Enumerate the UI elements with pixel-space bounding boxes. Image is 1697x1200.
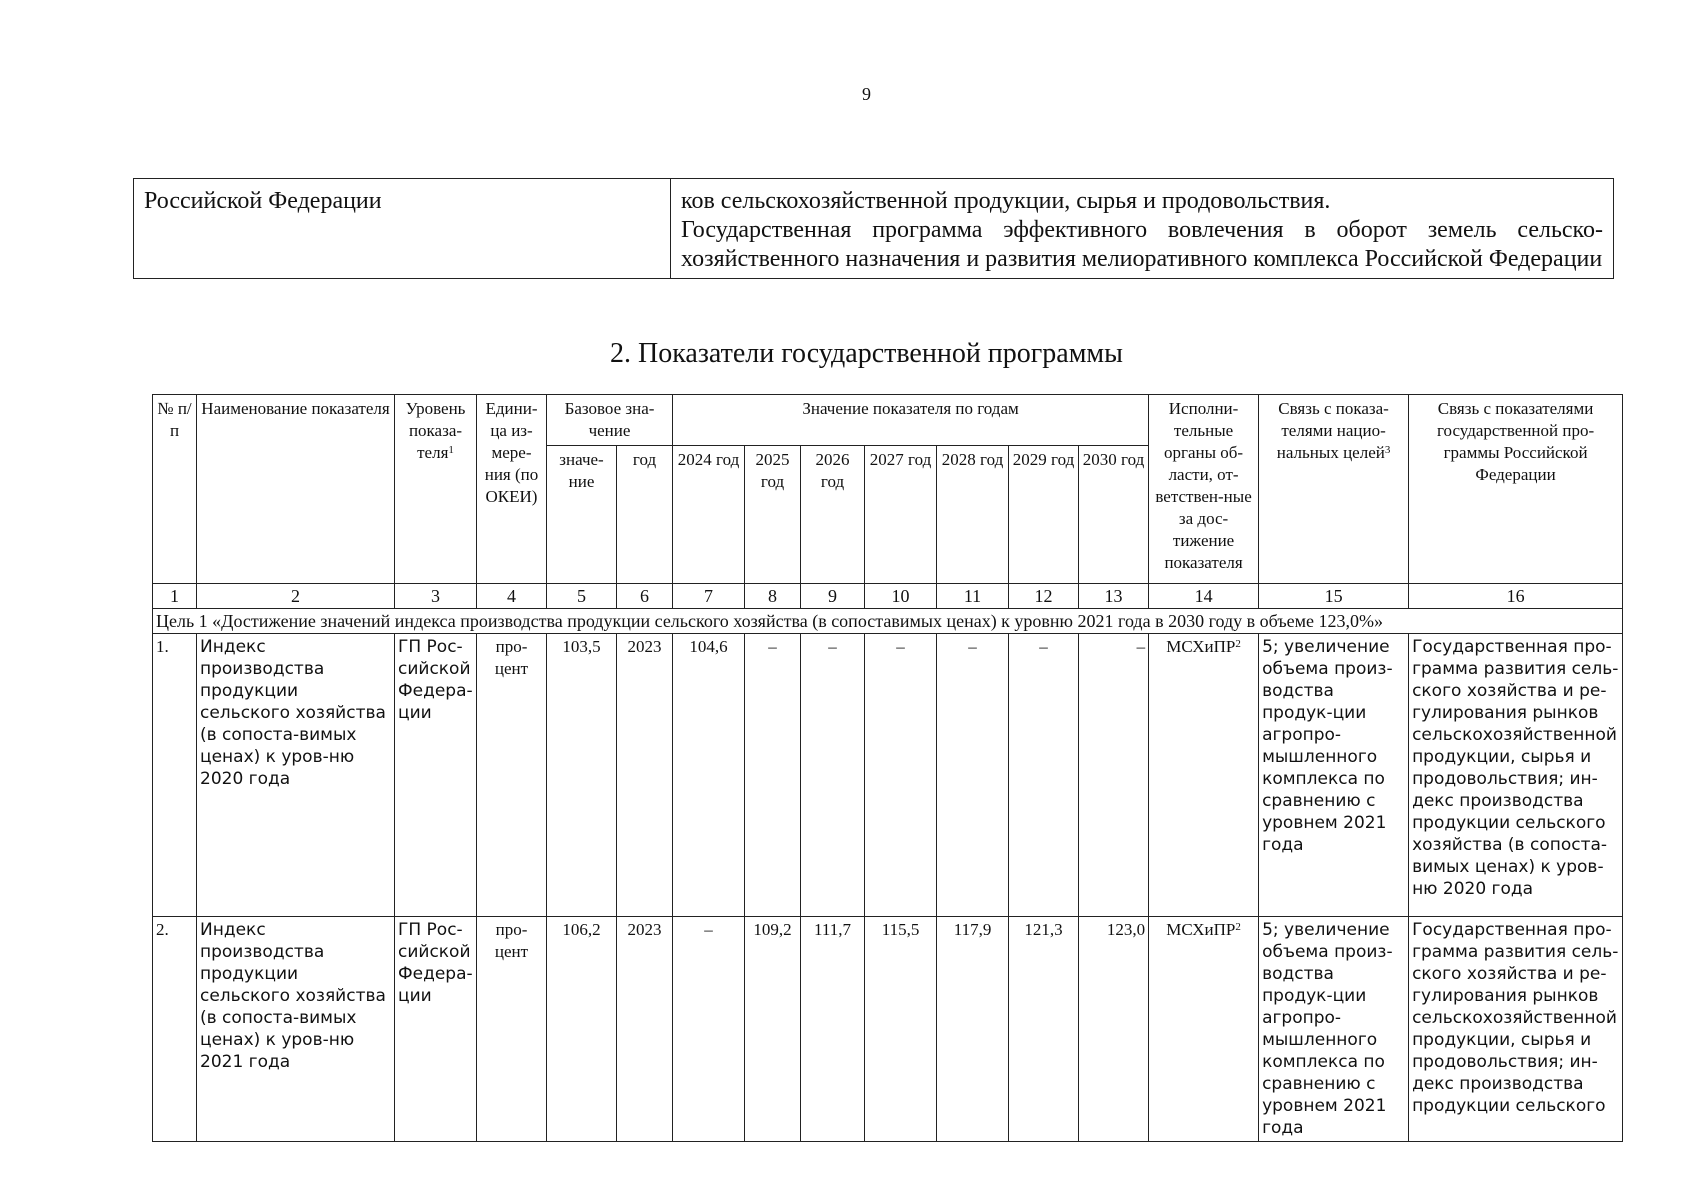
column-number: 11	[937, 584, 1009, 609]
row-exec-footnote: 2	[1235, 921, 1241, 933]
column-number: 3	[395, 584, 477, 609]
row-value-2028: –	[937, 634, 1009, 917]
row-federal-link: Государственная про-грамма развития сель-ского хозяйства и ре-гулирования рынков сельскохозяйственной продукции, сырья и продовольствия; ин-декс производства продукции сельского хозяйства (в сопоста-вимых ценах) к уров-ню 2020 года	[1409, 634, 1623, 917]
row-no: 1.	[153, 634, 197, 917]
row-level: ГП Рос-сийской Федера-ции	[395, 634, 477, 917]
column-number: 7	[673, 584, 745, 609]
row-base-year: 2023	[617, 634, 673, 917]
indicators-table	[152, 394, 1623, 1142]
row-national-link: 5; увеличение объема произ-водства продук-ции агропро-мышленного комплекса по сравнению с уровнем 2021 года	[1259, 917, 1409, 1142]
goal-row	[153, 609, 1623, 634]
goal-text: Цель 1 «Достижение значений индекса производства продукции сельского хозяйства (в сопоставимых ценах) к уровню 2021 года в 2030 году в объеме 123,0%»	[153, 609, 1623, 634]
page-number: 9	[862, 84, 871, 104]
row-value-2024: 104,6	[673, 634, 745, 917]
row-value-2025: 109,2	[745, 917, 801, 1142]
row-value-2030: 123,0	[1079, 917, 1149, 1142]
row-value-2030: –	[1079, 634, 1149, 917]
column-number: 9	[801, 584, 865, 609]
header-unit: Едини-ца из-мере-ния (по ОКЕИ)	[477, 395, 547, 584]
row-exec-label: МСХиПР	[1166, 637, 1236, 656]
row-value-2027: –	[865, 634, 937, 917]
table-row	[153, 917, 1623, 1142]
column-number: 5	[547, 584, 617, 609]
row-exec-label: МСХиПР	[1166, 920, 1236, 939]
continuation-right-cell	[671, 179, 1614, 279]
continuation-line: Государственная программа эффективного вовлечения в оборот земель сельско-хозяйственного назначения и развития мелиоративного комплекса Российской Федерации	[681, 217, 1603, 272]
header-national	[1259, 395, 1409, 584]
row-value-2026: –	[801, 634, 865, 917]
row-value-2029: –	[1009, 634, 1079, 917]
continuation-line: ков сельскохозяйственной продукции, сырья и продовольствия.	[681, 188, 1331, 214]
column-number: 10	[865, 584, 937, 609]
column-number: 1	[153, 584, 197, 609]
column-number: 14	[1149, 584, 1259, 609]
row-base-year: 2023	[617, 917, 673, 1142]
table-row	[153, 634, 1623, 917]
row-national-link: 5; увеличение объема произ-водства продук-ции агропро-мышленного комплекса по сравнению с уровнем 2021 года	[1259, 634, 1409, 917]
column-number: 4	[477, 584, 547, 609]
row-name: Индекс производства продукции сельского хозяйства (в сопоста-вимых ценах) к уров-ню 2020 года	[197, 634, 395, 917]
row-value-2025: –	[745, 634, 801, 917]
row-value-2026: 111,7	[801, 917, 865, 1142]
header-level	[395, 395, 477, 584]
row-base-value: 106,2	[547, 917, 617, 1142]
column-number: 13	[1079, 584, 1149, 609]
header-federal: Связь с показателями государственной про-граммы Российской Федерации	[1409, 395, 1623, 584]
row-federal-link: Государственная про-грамма развития сель-ского хозяйства и ре-гулирования рынков сельскохозяйственной продукции, сырья и продовольствия; ин-декс производства продукции сельского	[1409, 917, 1623, 1142]
column-number: 8	[745, 584, 801, 609]
column-number: 6	[617, 584, 673, 609]
row-name: Индекс производства продукции сельского хозяйства (в сопоста-вимых ценах) к уров-ню 2021 года	[197, 917, 395, 1142]
row-level: ГП Рос-сийской Федера-ции	[395, 917, 477, 1142]
header-national-label: Связь с показа-телями нацио-нальных целей	[1276, 399, 1389, 462]
row-unit: про-цент	[477, 634, 547, 917]
row-value-2029: 121,3	[1009, 917, 1079, 1142]
header-national-footnote: 3	[1384, 444, 1391, 456]
header-year-2024: 2024 год	[673, 446, 745, 584]
row-exec	[1149, 917, 1259, 1142]
header-base-value: значе-ние	[547, 446, 617, 584]
header-years: Значение показателя по годам	[673, 395, 1149, 446]
continuation-left-cell: Российской Федерации	[134, 179, 671, 279]
column-number: 16	[1409, 584, 1623, 609]
header-exec: Исполни-тельные органы об-ласти, от-ветствен-ные за дос-тижение показателя	[1149, 395, 1259, 584]
header-level-label: Уровень показа-теля	[405, 399, 466, 462]
section-title: 2. Показатели государственной программы	[610, 338, 1123, 369]
row-exec	[1149, 634, 1259, 917]
column-number: 12	[1009, 584, 1079, 609]
column-number: 2	[197, 584, 395, 609]
header-name: Наименование показателя	[197, 395, 395, 584]
header-no: № п/п	[153, 395, 197, 584]
column-number: 15	[1259, 584, 1409, 609]
header-year-2025: 2025 год	[745, 446, 801, 584]
header-year-2029: 2029 год	[1009, 446, 1079, 584]
row-exec-footnote: 2	[1235, 638, 1241, 650]
row-value-2027: 115,5	[865, 917, 937, 1142]
row-base-value: 103,5	[547, 634, 617, 917]
continuation-table	[133, 178, 1614, 279]
header-base: Базовое зна-чение	[547, 395, 673, 446]
row-value-2028: 117,9	[937, 917, 1009, 1142]
row-no: 2.	[153, 917, 197, 1142]
row-unit: про-цент	[477, 917, 547, 1142]
header-year-2027: 2027 год	[865, 446, 937, 584]
row-value-2024: –	[673, 917, 745, 1142]
column-number-row	[153, 584, 1623, 609]
header-level-footnote: 1	[448, 444, 454, 456]
header-year-2028: 2028 год	[937, 446, 1009, 584]
header-year-2026: 2026 год	[801, 446, 865, 584]
header-base-year: год	[617, 446, 673, 584]
header-year-2030: 2030 год	[1079, 446, 1149, 584]
